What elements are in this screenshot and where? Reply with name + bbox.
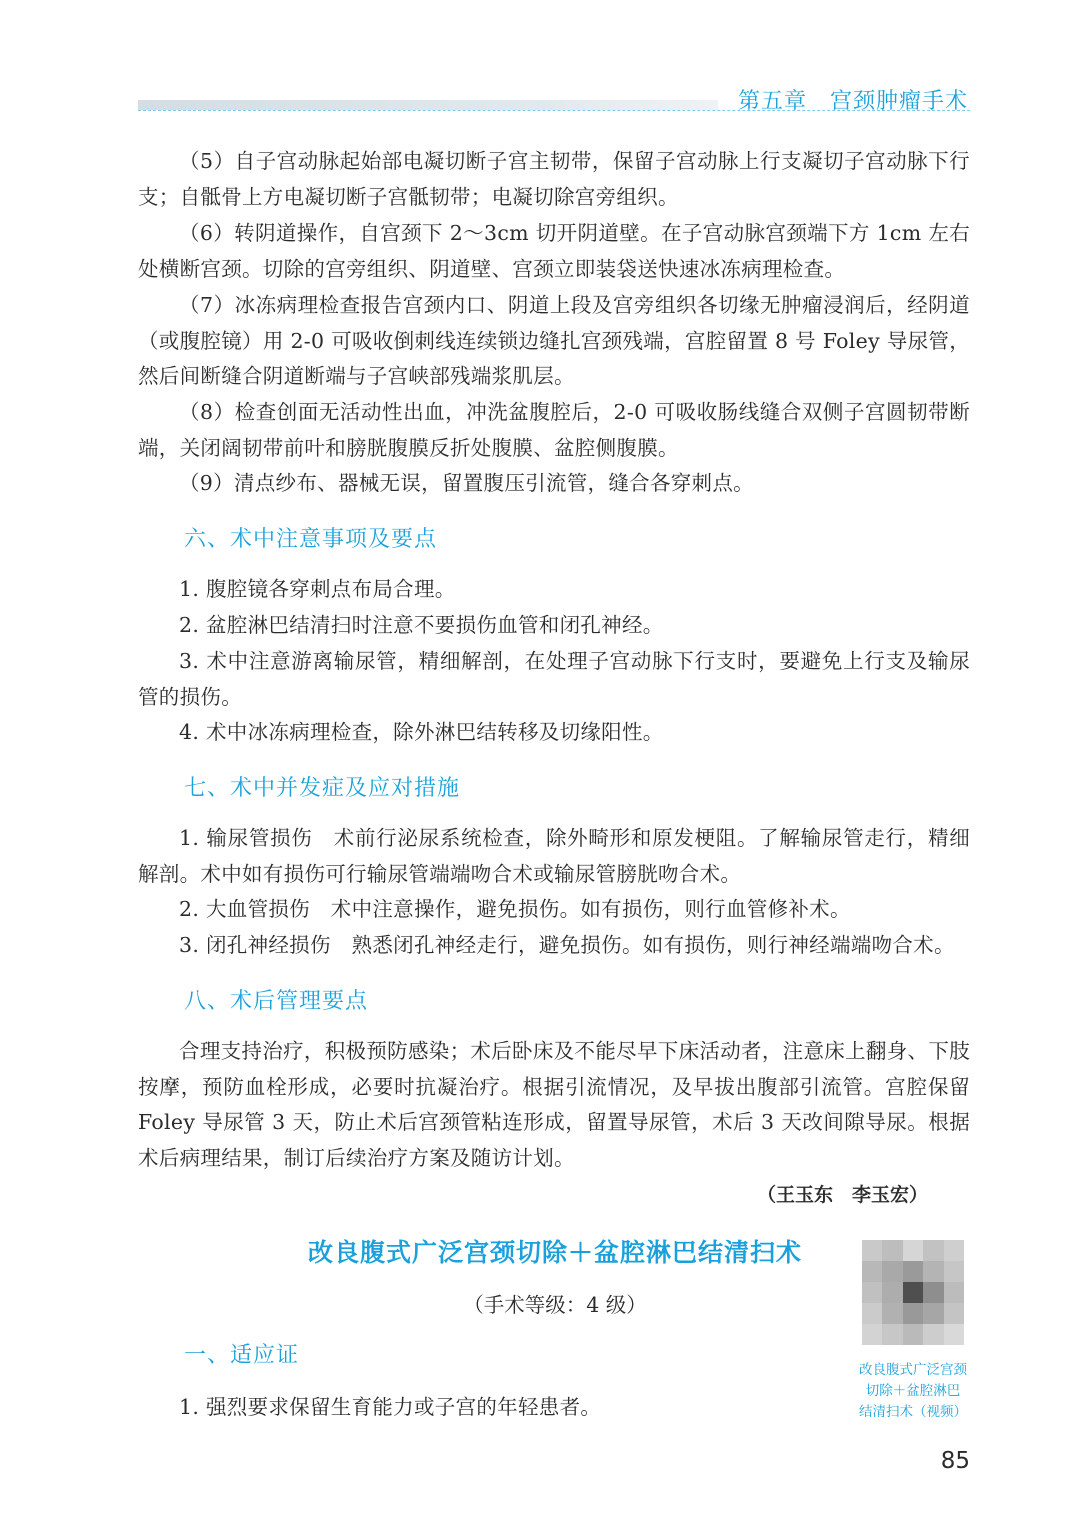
indications-heading: 一、适应证	[184, 1343, 300, 1368]
step-5: （5）自子宫动脉起始部电凝切断子宫主韧带，保留子宫动脉上行支凝切子宫动脉下行支；自骶骨上方电凝切断子宫骶韧带；电凝切除宫旁组织。	[138, 149, 970, 209]
section-6-item: 2. 盆腔淋巴结清扫时注意不要损伤血管和闭孔神经。	[179, 613, 664, 637]
authors: （王玉东 李玉宏）	[756, 1184, 928, 1206]
video-caption	[848, 1360, 978, 1423]
video-caption-line: 改良腹式广泛宫颈	[859, 1362, 967, 1378]
header-rule	[138, 110, 970, 111]
section-7-item: 2. 大血管损伤 术中注意操作，避免损伤。如有损伤，则行血管修补术。	[179, 897, 851, 921]
section-8-paragraph: 合理支持治疗，积极预防感染；术后卧床及不能尽早下床活动者，注意床上翻身、下肢按摩，预防血栓形成，必要时抗凝治疗。根据引流情况，及早拔出腹部引流管。宫腔保留 Foley 导尿管 3 天，防止术后宫颈管粘连形成，留置导尿管，术后 3 天改间隙导尿。根据术后病理结果，制订后续治疗方案及随访计划。	[138, 1039, 970, 1170]
section-6-item: 4. 术中冰冻病理检查，除外淋巴结转移及切缘阳性。	[179, 720, 664, 744]
video-caption-line: 切除＋盆腔淋巴	[865, 1383, 961, 1399]
section-7-item: 3. 闭孔神经损伤 熟悉闭孔神经走行，避免损伤。如有损伤，则行神经端端吻合术。	[179, 933, 955, 957]
section-6-item: 3. 术中注意游离输尿管，精细解剖，在处理子宫动脉下行支时，要避免上行支及输尿管的损伤。	[138, 649, 970, 709]
step-8: （8）检查创面无活动性出血，冲洗盆腹腔后，2-0 可吸收肠线缝合双侧子宫圆韧带断端，关闭阔韧带前叶和膀胱腹膜反折处腹膜、盆腔侧腹膜。	[138, 400, 970, 460]
chapter-title: 第五章 宫颈肿瘤手术	[737, 89, 968, 114]
page-number: 85	[940, 1448, 970, 1474]
section-6-heading: 六、术中注意事项及要点	[184, 527, 438, 552]
step-9: （9）清点纱布、器械无误，留置腹压引流管，缝合各穿刺点。	[179, 471, 754, 495]
indication-item: 1. 强烈要求保留生育能力或子宫的年轻患者。	[179, 1395, 602, 1419]
section-6-item: 1. 腹腔镜各穿刺点布局合理。	[179, 577, 456, 601]
video-caption-line: 结清扫术（视频）	[859, 1404, 967, 1420]
surgery-grade: （手术等级：4 级）	[463, 1293, 647, 1317]
next-section-title: 改良腹式广泛宫颈切除＋盆腔淋巴结清扫术	[307, 1238, 802, 1267]
section-8-heading: 八、术后管理要点	[184, 989, 369, 1014]
header-band	[138, 100, 718, 110]
step-7: （7）冰冻病理检查报告宫颈内口、阴道上段及宫旁组织各切缘无肿瘤浸润后，经阴道（或腹腔镜）用 2-0 可吸收倒刺线连续锁边缝扎宫颈残端，宫腔留置 8 号 Foley 导尿管，然后间断缝合阴道断端与子宫峡部残端浆肌层。	[138, 293, 970, 388]
section-7-item: 1. 输尿管损伤 术前行泌尿系统检查，除外畸形和原发梗阻。了解输尿管走行，精细解剖。术中如有损伤可行输尿管端端吻合术或输尿管膀胱吻合术。	[138, 826, 970, 886]
video-qr-code[interactable]	[862, 1240, 964, 1345]
step-6: （6）转阴道操作，自宫颈下 2～3cm 切开阴道壁。在子宫动脉宫颈端下方 1cm 左右处横断宫颈。切除的宫旁组织、阴道壁、宫颈立即装袋送快速冰冻病理检查。	[138, 221, 970, 281]
section-7-heading: 七、术中并发症及应对措施	[184, 776, 461, 801]
